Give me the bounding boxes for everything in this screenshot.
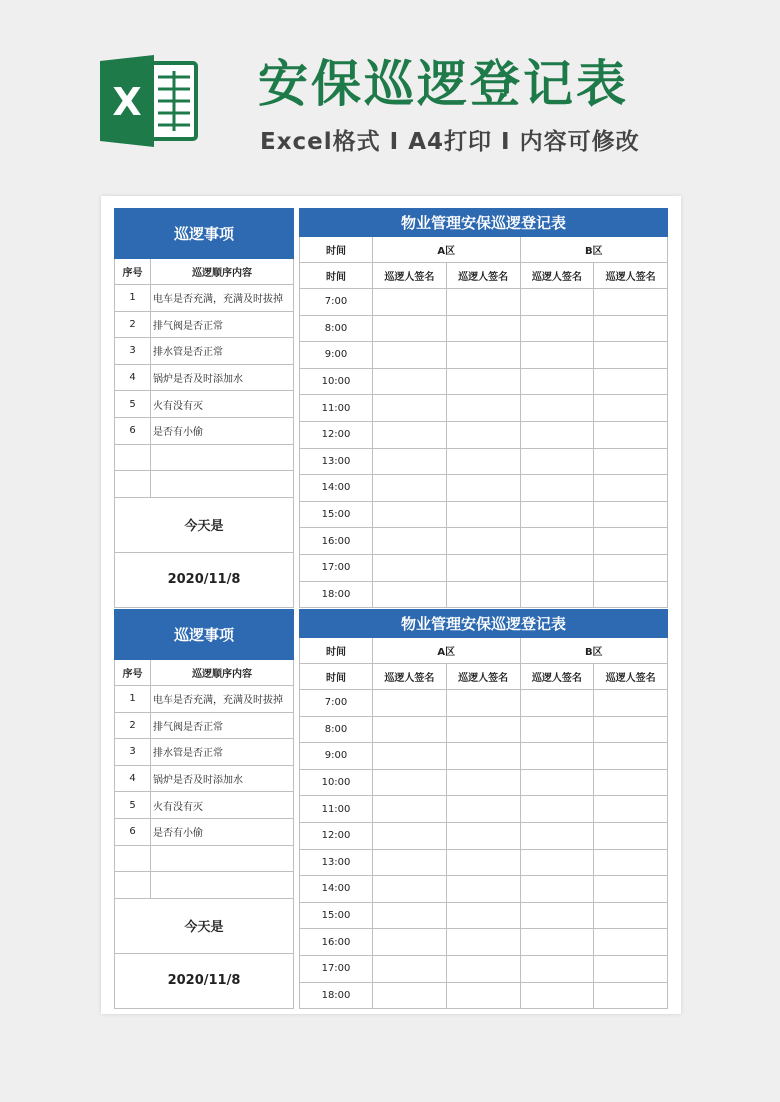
signature-cell[interactable] [594,289,668,316]
patrol-items-title: 巡逻事项 [115,610,294,660]
patrol-items-panel [114,609,294,1009]
table-row [300,528,668,555]
signature-cell[interactable] [446,690,520,717]
item-no-cell[interactable]: 3 [115,338,151,365]
item-content-cell[interactable] [151,471,294,498]
time-cell: 14:00 [300,475,373,502]
signature-cell[interactable] [594,448,668,475]
signature-cell[interactable] [594,554,668,581]
table-row [300,822,668,849]
signature-cell[interactable] [373,690,447,717]
time-cell: 17:00 [300,955,373,982]
signature-cell[interactable] [594,581,668,608]
item-no-cell[interactable]: 5 [115,391,151,418]
signature-cell[interactable] [373,743,447,770]
time-cell: 7:00 [300,289,373,316]
signature-cell[interactable] [594,743,668,770]
table-row [115,364,294,391]
signature-cell[interactable] [594,982,668,1009]
col-header-content: 巡逻顺序内容 [151,259,294,285]
signature-cell[interactable] [520,554,594,581]
signature-cell[interactable] [594,769,668,796]
table-row [300,929,668,956]
page-title: 安保巡逻登记表 [258,55,629,113]
signature-cell[interactable] [446,581,520,608]
signature-header: 巡逻人签名 [446,664,520,690]
signature-cell[interactable] [594,716,668,743]
time-cell: 10:00 [300,769,373,796]
table-row [115,872,294,899]
item-no-cell[interactable]: 2 [115,311,151,338]
signature-cell[interactable] [373,342,447,369]
signature-cell[interactable] [520,849,594,876]
time-cell: 7:00 [300,690,373,717]
signature-cell[interactable] [594,395,668,422]
item-content-cell[interactable]: 排水管是否正常 [151,739,294,766]
item-no-cell[interactable] [115,845,151,872]
signature-header: 巡逻人签名 [446,263,520,289]
table-row [300,982,668,1009]
zone-a-header: A区 [373,638,521,664]
signature-cell[interactable] [373,849,447,876]
item-no-cell[interactable]: 3 [115,739,151,766]
signature-cell[interactable] [446,796,520,823]
signature-cell[interactable] [520,475,594,502]
table-row [115,739,294,766]
signature-cell[interactable] [594,929,668,956]
table-row [300,501,668,528]
item-content-cell[interactable]: 排水管是否正常 [151,338,294,365]
item-no-cell[interactable]: 1 [115,686,151,713]
signature-cell[interactable] [446,769,520,796]
item-content-cell[interactable]: 是否有小偷 [151,417,294,444]
signature-cell[interactable] [520,581,594,608]
zone-b-header: B区 [520,237,668,263]
table-row [115,391,294,418]
table-row [300,796,668,823]
table-row [300,395,668,422]
signature-cell[interactable] [594,528,668,555]
signature-cell[interactable] [373,554,447,581]
time-cell: 14:00 [300,876,373,903]
today-label: 今天是 [115,497,294,552]
signature-cell[interactable] [373,929,447,956]
time-cell: 8:00 [300,315,373,342]
table-row [300,716,668,743]
time-cell: 15:00 [300,902,373,929]
time-cell: 16:00 [300,929,373,956]
signature-cell[interactable] [594,421,668,448]
signature-cell[interactable] [520,955,594,982]
today-label: 今天是 [115,898,294,953]
signature-cell[interactable] [373,796,447,823]
signature-cell[interactable] [520,368,594,395]
signature-cell[interactable] [446,315,520,342]
signature-cell[interactable] [373,528,447,555]
item-content-cell[interactable] [151,444,294,471]
excel-icon [98,55,198,147]
table-row [300,743,668,770]
col-header-time: 时间 [300,237,373,263]
table-row [300,368,668,395]
time-cell: 12:00 [300,822,373,849]
signature-cell[interactable] [520,902,594,929]
table-row [115,338,294,365]
signature-cell[interactable] [373,955,447,982]
table-row [115,444,294,471]
signature-cell[interactable] [446,289,520,316]
item-content-cell[interactable]: 锅炉是否及时添加水 [151,364,294,391]
signature-cell[interactable] [520,289,594,316]
table-row [115,686,294,713]
signature-cell[interactable] [446,342,520,369]
item-no-cell[interactable]: 1 [115,285,151,312]
col-header-content: 巡逻顺序内容 [151,660,294,686]
item-no-cell[interactable]: 6 [115,417,151,444]
signature-cell[interactable] [520,769,594,796]
item-content-cell[interactable] [151,872,294,899]
table-row [300,581,668,608]
time-cell: 17:00 [300,554,373,581]
table-row [300,342,668,369]
log-table-title: 物业管理安保巡逻登记表 [300,209,668,237]
col-header-no: 序号 [115,660,151,686]
zone-b-header: B区 [520,638,668,664]
item-content-cell[interactable]: 是否有小偷 [151,818,294,845]
item-no-cell[interactable]: 2 [115,712,151,739]
signature-cell[interactable] [446,501,520,528]
signature-cell[interactable] [373,581,447,608]
patrol-log-panel [299,208,668,608]
signature-cell[interactable] [373,395,447,422]
signature-cell[interactable] [520,690,594,717]
table-row [300,876,668,903]
signature-cell[interactable] [446,929,520,956]
signature-cell[interactable] [594,876,668,903]
signature-cell[interactable] [446,822,520,849]
signature-cell[interactable] [373,902,447,929]
item-content-cell[interactable]: 电车是否充满，充满及时拔掉 [151,285,294,312]
table-row [115,818,294,845]
signature-cell[interactable] [594,902,668,929]
item-content-cell[interactable]: 火有没有灭 [151,391,294,418]
time-cell: 9:00 [300,743,373,770]
page-subtitle: Excel格式 I A4打印 I 内容可修改 [260,129,640,155]
time-cell: 16:00 [300,528,373,555]
signature-cell[interactable] [373,289,447,316]
item-content-cell[interactable]: 锅炉是否及时添加水 [151,765,294,792]
signature-cell[interactable] [446,395,520,422]
signature-cell[interactable] [446,475,520,502]
signature-cell[interactable] [373,368,447,395]
signature-cell[interactable] [446,902,520,929]
table-row [300,475,668,502]
signature-cell[interactable] [373,421,447,448]
signature-cell[interactable] [373,501,447,528]
date-cell[interactable]: 2020/11/8 [115,953,294,1008]
time-cell: 15:00 [300,501,373,528]
item-no-cell[interactable]: 6 [115,818,151,845]
col-header-time: 时间 [300,664,373,690]
signature-cell[interactable] [594,501,668,528]
patrol-log-panel [299,609,668,1009]
signature-cell[interactable] [446,554,520,581]
time-cell: 13:00 [300,448,373,475]
table-row [300,554,668,581]
item-no-cell[interactable] [115,471,151,498]
signature-header: 巡逻人签名 [373,263,447,289]
signature-cell[interactable] [520,342,594,369]
signature-cell[interactable] [373,769,447,796]
signature-cell[interactable] [373,822,447,849]
signature-cell[interactable] [594,315,668,342]
signature-cell[interactable] [446,421,520,448]
time-cell: 18:00 [300,982,373,1009]
signature-cell[interactable] [520,395,594,422]
table-row [300,448,668,475]
signature-cell[interactable] [446,743,520,770]
signature-cell[interactable] [594,368,668,395]
signature-cell[interactable] [594,822,668,849]
signature-cell[interactable] [446,448,520,475]
signature-cell[interactable] [446,716,520,743]
time-cell: 11:00 [300,796,373,823]
signature-cell[interactable] [373,982,447,1009]
time-cell: 18:00 [300,581,373,608]
table-row [300,315,668,342]
col-header-time: 时间 [300,638,373,664]
signature-cell[interactable] [373,475,447,502]
signature-cell[interactable] [520,528,594,555]
signature-cell[interactable] [520,501,594,528]
signature-cell[interactable] [594,690,668,717]
signature-cell[interactable] [446,528,520,555]
signature-cell[interactable] [520,743,594,770]
date-cell[interactable]: 2020/11/8 [115,552,294,607]
time-cell: 9:00 [300,342,373,369]
signature-cell[interactable] [446,876,520,903]
table-row [300,955,668,982]
item-no-cell[interactable] [115,444,151,471]
item-content-cell[interactable]: 排气阀是否正常 [151,712,294,739]
col-header-no: 序号 [115,259,151,285]
signature-header: 巡逻人签名 [520,263,594,289]
table-row [300,769,668,796]
time-cell: 13:00 [300,849,373,876]
item-no-cell[interactable] [115,872,151,899]
signature-cell[interactable] [594,475,668,502]
table-row [300,690,668,717]
item-no-cell[interactable]: 4 [115,364,151,391]
patrol-items-panel [114,208,294,608]
page-header [0,0,780,190]
log-table-title: 物业管理安保巡逻登记表 [300,610,668,638]
table-row [115,845,294,872]
table-row [115,285,294,312]
signature-header: 巡逻人签名 [520,664,594,690]
signature-cell[interactable] [520,315,594,342]
signature-cell[interactable] [446,982,520,1009]
item-no-cell[interactable]: 5 [115,792,151,819]
signature-cell[interactable] [373,876,447,903]
table-row [300,289,668,316]
signature-cell[interactable] [520,716,594,743]
table-row [115,765,294,792]
table-row [115,311,294,338]
item-no-cell[interactable]: 4 [115,765,151,792]
time-cell: 11:00 [300,395,373,422]
signature-cell[interactable] [520,929,594,956]
table-row [300,902,668,929]
signature-cell[interactable] [446,955,520,982]
signature-cell[interactable] [520,448,594,475]
table-row [300,849,668,876]
spreadsheet-page [101,196,681,1014]
item-content-cell[interactable]: 电车是否充满，充满及时拔掉 [151,686,294,713]
time-cell: 12:00 [300,421,373,448]
table-row [300,421,668,448]
signature-cell[interactable] [520,982,594,1009]
signature-cell[interactable] [446,368,520,395]
table-row [115,712,294,739]
signature-header: 巡逻人签名 [594,664,668,690]
signature-header: 巡逻人签名 [373,664,447,690]
signature-cell[interactable] [373,448,447,475]
item-content-cell[interactable]: 排气阀是否正常 [151,311,294,338]
signature-cell[interactable] [594,849,668,876]
table-row [115,471,294,498]
item-content-cell[interactable]: 火有没有灭 [151,792,294,819]
signature-cell[interactable] [520,796,594,823]
signature-cell[interactable] [373,315,447,342]
zone-a-header: A区 [373,237,521,263]
table-row [115,417,294,444]
signature-cell[interactable] [594,955,668,982]
signature-cell[interactable] [520,822,594,849]
table-row [115,792,294,819]
signature-cell[interactable] [520,876,594,903]
signature-cell[interactable] [520,421,594,448]
signature-header: 巡逻人签名 [594,263,668,289]
signature-cell[interactable] [373,716,447,743]
time-cell: 10:00 [300,368,373,395]
item-content-cell[interactable] [151,845,294,872]
col-header-time: 时间 [300,263,373,289]
signature-cell[interactable] [594,796,668,823]
signature-cell[interactable] [446,849,520,876]
signature-cell[interactable] [594,342,668,369]
time-cell: 8:00 [300,716,373,743]
patrol-items-title: 巡逻事项 [115,209,294,259]
svg-text:X: X [112,80,142,124]
